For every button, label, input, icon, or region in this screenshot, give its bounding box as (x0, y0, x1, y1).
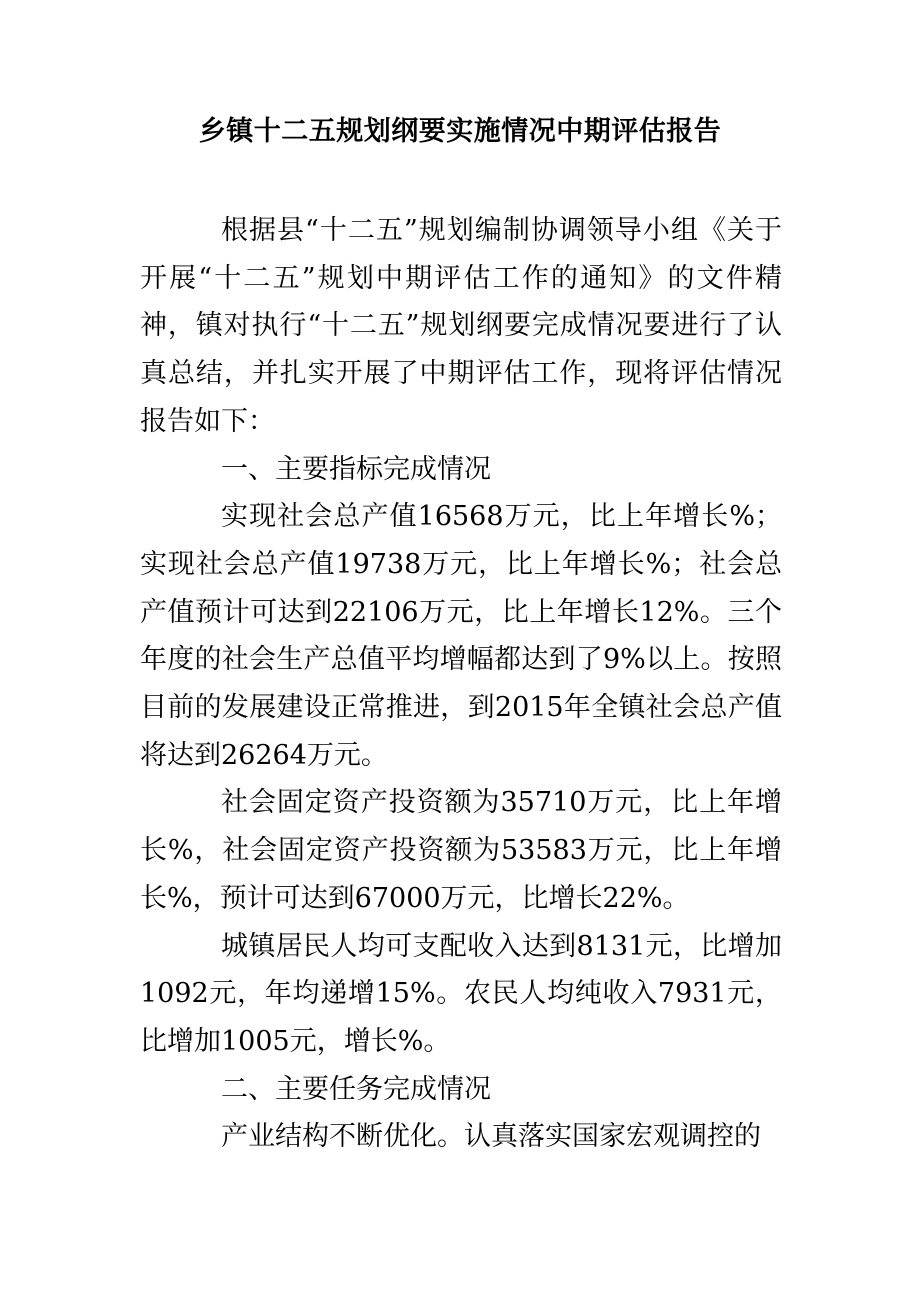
section-heading-tasks: 二、主要任务完成情况 (221, 1073, 491, 1105)
resident-income-paragraph: 城镇居民人均可支配收入达到8131元，比增加1092元，年均递增15%。农民人均纯收入7931元，比增加1005元，增长%。 (140, 930, 782, 1057)
section-heading-indicators: 一、主要指标完成情况 (221, 453, 491, 485)
output-value-paragraph: 实现社会总产值16568万元，比上年增长%；实现社会总产值19738万元，比上年增长%；社会总产值预计可达到22106万元，比上年增长12%。三个年度的社会生产总值平均增幅都达到了9%以上。按照目前的发展建设正常推进，到2015年全镇社会总产值将达到26264万元。 (140, 501, 782, 771)
fixed-asset-investment-paragraph: 社会固定资产投资额为35710万元，比上年增长%，社会固定资产投资额为53583万元，比上年增长%，预计可达到67000万元，比增长22%。 (140, 787, 782, 914)
industrial-structure-paragraph: 产业结构不断优化。认真落实国家宏观调控的 (221, 1121, 761, 1153)
document-title: 乡镇十二五规划纲要实施情况中期评估报告 (198, 116, 722, 147)
document-body (140, 207, 782, 1161)
intro-paragraph: 根据县“十二五”规划编制协调领导小组《关于开展“十二五”规划中期评估工作的通知》的文件精神，镇对执行“十二五”规划纲要完成情况要进行了认真总结，并扎实开展了中期评估工作，现将评估情况报告如下： (140, 215, 782, 437)
